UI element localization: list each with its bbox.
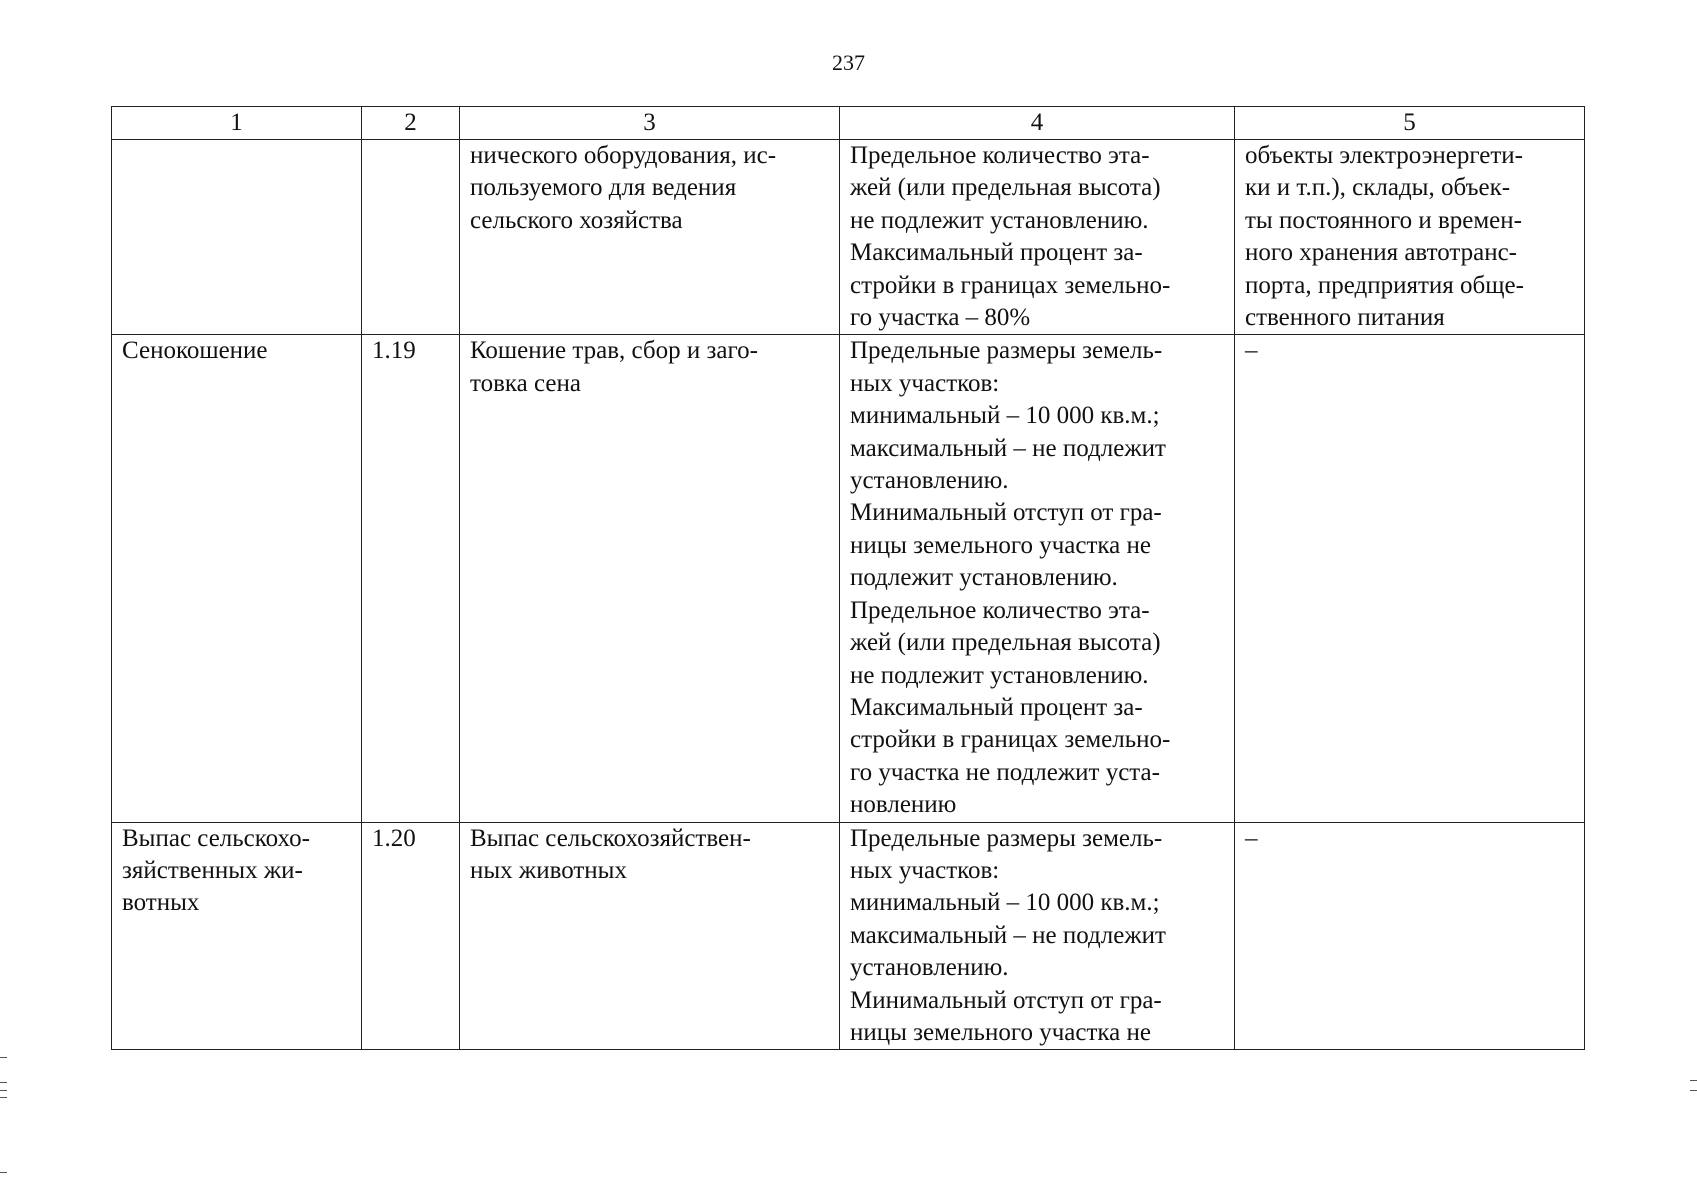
text-line: вотных [122, 889, 200, 917]
text-line: товка сена [470, 369, 581, 397]
cell-use-name [112, 822, 362, 1050]
cell-restrictions [1235, 822, 1585, 1050]
text-line: Предельные размеры земель- [850, 824, 1163, 852]
text-line: установлению. [850, 467, 1009, 495]
text-line: подлежит установлению. [850, 564, 1118, 592]
cell-use-code [362, 822, 460, 1050]
text-line: ного хранения автотранс- [1245, 239, 1518, 267]
scan-mark [1690, 1090, 1697, 1091]
text-line: Предельное количество эта- [850, 142, 1150, 169]
scan-mark [0, 1082, 7, 1083]
text-line: порта, предприятия обще- [1245, 271, 1524, 299]
text-line: 1.20 [372, 824, 416, 852]
text-line: Сенокошение [122, 337, 268, 365]
text-line: стройки в границах земельно- [850, 726, 1171, 754]
cell-use-description [460, 335, 840, 822]
text-line: Выпас сельскохозяйствен- [470, 824, 751, 852]
column-header-3: 3 [460, 107, 840, 140]
scan-mark [0, 1090, 7, 1091]
text-line: – [1245, 337, 1258, 365]
scan-mark [1690, 1080, 1697, 1081]
text-line: жей (или предельная высота) [850, 174, 1161, 202]
table-row-continuation [112, 140, 1585, 335]
text-line: го участка – 80% [850, 304, 1031, 332]
text-line: го участка не подлежит уста- [850, 758, 1160, 786]
text-line: Выпас сельскохо- [122, 824, 310, 852]
cell-use-description [460, 140, 840, 335]
cell-use-name [112, 335, 362, 822]
text-line: – [1245, 824, 1258, 852]
text-line: ки и т.п.), склады, объек- [1245, 174, 1511, 202]
text-line: установлению. [850, 954, 1009, 982]
column-header-1: 1 [112, 107, 362, 140]
regulations-table [111, 106, 1585, 1050]
text-line: максимальный – не подлежит [850, 434, 1166, 462]
cell-use-code [362, 140, 460, 335]
text-line: минимальный – 10 000 кв.м.; [850, 889, 1160, 917]
column-header-5: 5 [1235, 107, 1585, 140]
text-line: Максимальный процент за- [850, 693, 1143, 721]
text-line: Максимальный процент за- [850, 239, 1143, 267]
text-line: стройки в границах земельно- [850, 271, 1171, 299]
text-line: максимальный – не подлежит [850, 921, 1166, 949]
text-line: зяйственных жи- [122, 856, 303, 884]
cell-use-code [362, 335, 460, 822]
text-line: ты постоянного и времен- [1245, 206, 1522, 234]
text-line: Минимальный отступ от гра- [850, 499, 1162, 527]
cell-parameters [840, 335, 1235, 822]
text-line: Предельное количество эта- [850, 596, 1150, 624]
text-line: ницы земельного участка не [850, 1018, 1151, 1046]
cell-parameters [840, 140, 1235, 335]
cell-parameters [840, 822, 1235, 1050]
text-line: новлению [850, 791, 957, 819]
text-line: пользуемого для ведения [470, 174, 737, 202]
cell-use-name [112, 140, 362, 335]
scan-mark [0, 1172, 7, 1173]
table-row-1-19 [112, 335, 1585, 822]
column-header-4: 4 [840, 107, 1235, 140]
text-line: не подлежит установлению. [850, 661, 1149, 689]
text-line: объекты электроэнергети- [1245, 142, 1523, 169]
scan-mark [0, 1097, 7, 1098]
text-line: ных животных [470, 856, 627, 884]
text-line: 1.19 [372, 337, 416, 365]
table-header-row [112, 107, 1585, 140]
text-line: нического оборудования, ис- [470, 142, 777, 169]
text-line: ственного питания [1245, 304, 1445, 332]
text-line: ницы земельного участка не [850, 531, 1151, 559]
cell-restrictions [1235, 335, 1585, 822]
text-line: сельского хозяйства [470, 206, 683, 234]
column-header-2: 2 [362, 107, 460, 140]
text-line: Кошение трав, сбор и заго- [470, 337, 758, 365]
text-line: Предельные размеры земель- [850, 337, 1163, 365]
cell-restrictions [1235, 140, 1585, 335]
text-line: ных участков: [850, 856, 1000, 884]
text-line: минимальный – 10 000 кв.м.; [850, 402, 1160, 430]
text-line: жей (или предельная высота) [850, 629, 1161, 657]
text-line: ных участков: [850, 369, 1000, 397]
page-number: 237 [832, 50, 865, 75]
cell-use-description [460, 822, 840, 1050]
text-line: Минимальный отступ от гра- [850, 986, 1162, 1014]
table-row-1-20 [112, 822, 1585, 1050]
text-line: не подлежит установлению. [850, 206, 1149, 234]
scan-mark [0, 1057, 7, 1058]
